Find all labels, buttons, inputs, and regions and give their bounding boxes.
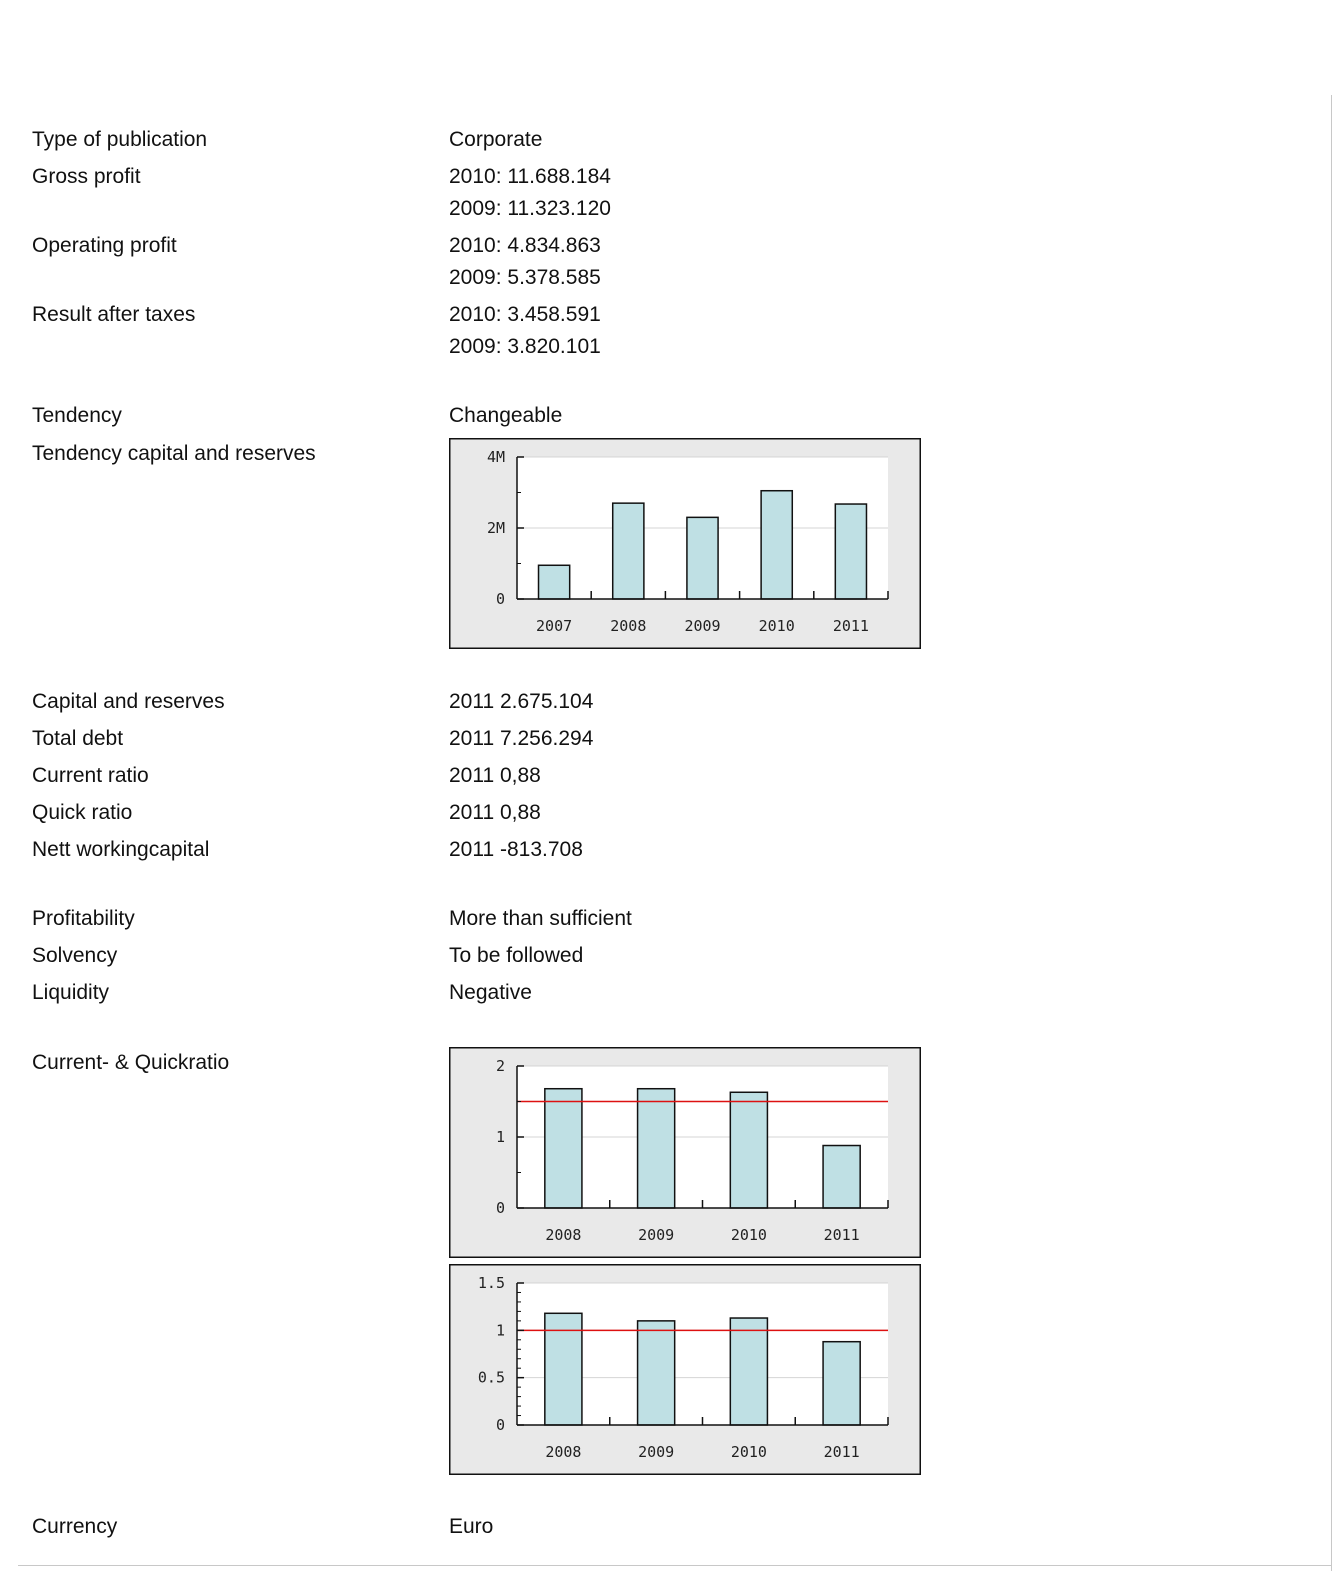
quick-ratio-chart-ytick-label-3: 1.5 [477, 1274, 505, 1292]
current-ratio-chart-xtick-label-2010: 2010 [730, 1226, 767, 1244]
type-of-publication-label: Type of publication [32, 128, 208, 151]
current-quickratio-label: Current- & Quickratio [32, 1051, 230, 1074]
liquidity-value: Negative [449, 981, 532, 1004]
type-of-publication-value: Corporate [449, 128, 543, 151]
quick-ratio-chart-xtick-label-2009: 2009 [638, 1443, 675, 1461]
quick-ratio-chart-ytick-label-1: 0.5 [477, 1368, 505, 1387]
current-ratio-chart-xtick-label-2009: 2009 [638, 1226, 675, 1244]
page-edge-right [1331, 95, 1332, 1571]
current-ratio-chart-xtick-label-2008: 2008 [545, 1226, 582, 1244]
capital-reserves-chart [449, 438, 921, 649]
quick-ratio-chart-xtick-label-2011: 2011 [823, 1443, 860, 1461]
quick-ratio-chart-bar-2010 [730, 1318, 767, 1425]
capital-reserves-chart-xtick-label-2008: 2008 [610, 617, 647, 635]
current-ratio-chart-xtick-label-2011: 2011 [823, 1226, 860, 1244]
currency-value: Euro [449, 1515, 494, 1538]
gross-profit-label: Gross profit [32, 165, 141, 188]
tendency-value: Changeable [449, 404, 563, 427]
quick-ratio-chart-svg [449, 1264, 921, 1475]
quick-ratio-chart-xtick-label-2010: 2010 [730, 1443, 767, 1461]
capital-reserves-chart-xtick-label-2011: 2011 [832, 617, 869, 635]
current-ratio-chart-ytick-label-1: 1 [495, 1128, 505, 1146]
capital-reserves-chart-bar-2007 [539, 565, 570, 599]
capital-reserves-chart-bar-2011 [835, 504, 866, 599]
current-ratio-chart-ytick-label-2: 2 [495, 1057, 505, 1075]
capital-reserves-chart-xtick-label-2009: 2009 [684, 617, 721, 635]
quick-ratio-label: Quick ratio [32, 801, 133, 824]
quick-ratio-value: 2011 0,88 [449, 801, 541, 824]
quick-ratio-chart-ytick-label-0: 0 [495, 1416, 505, 1434]
quick-ratio-chart-ytick-label-2: 1 [495, 1321, 505, 1340]
capital-reserves-chart-ytick-label-1: 2M [486, 519, 505, 537]
capital-reserves-chart-svg [449, 438, 921, 649]
tendency-capital-label: Tendency capital and reserves [32, 442, 316, 465]
operating-profit-label: Operating profit [32, 234, 177, 257]
capital-and-reserves-label: Capital and reserves [32, 690, 225, 713]
quick-ratio-chart [449, 1264, 921, 1475]
quick-ratio-chart-bar-2011 [823, 1342, 860, 1425]
current-ratio-label: Current ratio [32, 764, 149, 787]
current-ratio-value: 2011 0,88 [449, 764, 541, 787]
capital-reserves-chart-bar-2009 [687, 517, 718, 599]
liquidity-label: Liquidity [32, 981, 110, 1004]
quick-ratio-chart-xtick-label-2008: 2008 [545, 1443, 582, 1461]
operating-profit-2009: 2009: 5.378.585 [449, 266, 601, 289]
capital-reserves-chart-ytick-label-0: 0 [495, 590, 505, 608]
currency-label: Currency [32, 1515, 118, 1538]
capital-reserves-chart-ytick-label-2: 4M [486, 448, 505, 466]
profitability-label: Profitability [32, 907, 135, 930]
capital-reserves-chart-bar-2008 [613, 503, 644, 599]
gross-profit-2009: 2009: 11.323.120 [449, 197, 611, 220]
current-ratio-chart-bar-2010 [730, 1092, 767, 1208]
capital-reserves-chart-bar-2010 [761, 491, 792, 599]
nett-workingcapital-value: 2011 -813.708 [449, 838, 583, 861]
total-debt-value: 2011 7.256.294 [449, 727, 594, 750]
capital-and-reserves-value: 2011 2.675.104 [449, 690, 594, 713]
gross-profit-2010: 2010: 11.688.184 [449, 165, 611, 188]
current-ratio-chart-ytick-label-0: 0 [495, 1199, 505, 1217]
operating-profit-2010: 2010: 4.834.863 [449, 234, 601, 257]
current-ratio-chart-bar-2008 [545, 1089, 582, 1208]
result-after-taxes-label: Result after taxes [32, 303, 196, 326]
capital-reserves-chart-xtick-label-2010: 2010 [758, 617, 795, 635]
current-ratio-chart-svg [449, 1047, 921, 1258]
solvency-value: To be followed [449, 944, 584, 967]
capital-reserves-chart-xtick-label-2007: 2007 [536, 617, 573, 635]
current-ratio-chart-bar-2009 [638, 1089, 675, 1208]
solvency-label: Solvency [32, 944, 118, 967]
nett-workingcapital-label: Nett workingcapital [32, 838, 210, 861]
tendency-label: Tendency [32, 404, 122, 427]
profitability-value: More than sufficient [449, 907, 632, 930]
current-ratio-chart-bar-2011 [823, 1146, 860, 1208]
result-after-taxes-2010: 2010: 3.458.591 [449, 303, 601, 326]
result-after-taxes-2009: 2009: 3.820.101 [449, 335, 601, 358]
page-edge-bottom [18, 1565, 1331, 1566]
total-debt-label: Total debt [32, 727, 124, 750]
quick-ratio-chart-bar-2009 [638, 1321, 675, 1425]
current-ratio-chart [449, 1047, 921, 1258]
